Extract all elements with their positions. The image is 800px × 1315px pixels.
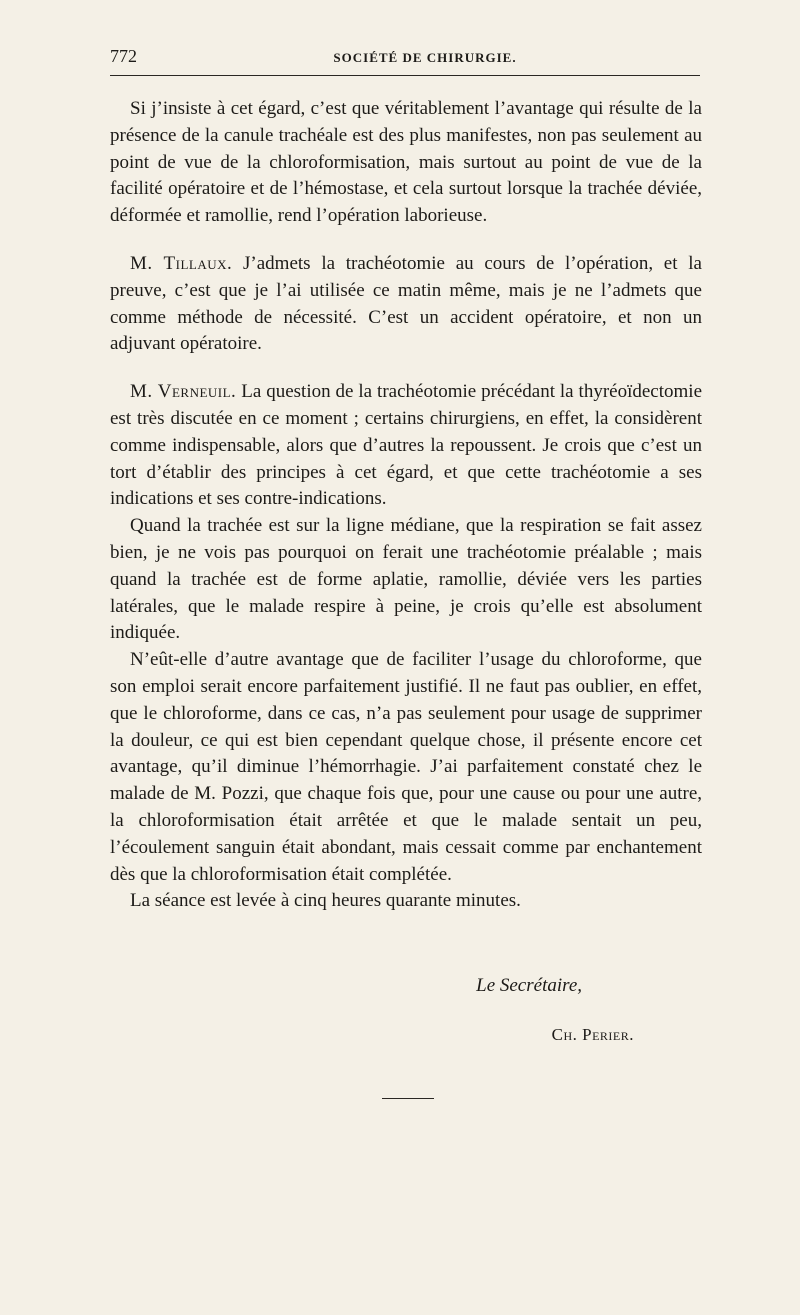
paragraph-trachee-mediane: Quand la trachée est sur la ligne médiane, que la respiration se fait assez bien, je ne vois pas pourquoi on ferait une trachéotomie préalable ; mais quand la trachée est de forme aplatie, ramollie, déviée vers les parties latérales, que le malade respire à peine, je crois qu’elle est absolument indiquée. <box>110 515 702 644</box>
statement-verneuil: La question de la trachéotomie précédant la thyréoïdectomie est très discutée en ce moment ; certains chirurgiens, en effet, la considèrent comme indispensable, alors que d’autres la repoussent. Je crois que c’est un tort d’établir des principes à cet égard, et que cette trachéotomie a ses indications et ses contre-indications. <box>110 381 703 510</box>
body-text <box>110 96 702 915</box>
paragraph-chloroforme: N’eût-elle d’autre avantage que de faciliter l’usage du chloroforme, que son emploi serait encore parfaitement justifié. Il ne faut pas oublier, en effet, que le chloroforme, dans ce cas, n’a pas seulement pour usage de supprimer la douleur, ce qui est bien cependant quelque chose, il présente encore cet avantage, qu’il diminue l’hémorrhagie. J’ai parfaitement constaté chez le malade de M. Pozzi, que chaque fois que, pour une cause ou pour une autre, la chloroformisation était arrêtée et que le malade sentait un peu, l’écoulement sanguin était abondant, mais cessait comme par enchantement dès que la chloroformisation était complétée. <box>110 649 702 885</box>
speaker-verneuil: M. Verneuil. <box>130 381 237 403</box>
paragraph-seance-levee: La séance est levée à cinq heures quarante minutes. <box>130 890 521 912</box>
paragraph-tillaux <box>110 251 702 358</box>
statement-tillaux: J’admets la trachéotomie au cours de l’opération, et la preuve, c’est que je l’ai utilisée ce matin même, mais je ne l’admets que comme méthode de nécessité. C’est un accident opératoire, et non un adjuvant opératoire. <box>110 252 702 355</box>
running-head: SOCIÉTÉ DE CHIRURGIE. <box>333 50 517 65</box>
speaker-tillaux: M. Tillaux. <box>130 252 233 274</box>
paragraph-verneuil <box>110 379 702 513</box>
header-rule <box>110 75 700 76</box>
signature-closing: Le Secrétaire, <box>476 975 582 996</box>
signature-name: Ch. Perier. <box>551 1025 634 1044</box>
end-rule <box>382 1098 434 1099</box>
page-header <box>110 46 700 70</box>
page-number: 772 <box>110 46 137 66</box>
paragraph-hemostase: Si j’insiste à cet égard, c’est que véritablement l’avantage qui résulte de la présence de la canule trachéale est des plus manifestes, non pas seulement au point de vue de la chloroformisation, mais surtout au point de vue de la facilité opératoire et de l’hémostase, et cela surtout lorsque la trachée déviée, déformée et ramollie, rend l’opération laborieuse. <box>110 98 702 227</box>
